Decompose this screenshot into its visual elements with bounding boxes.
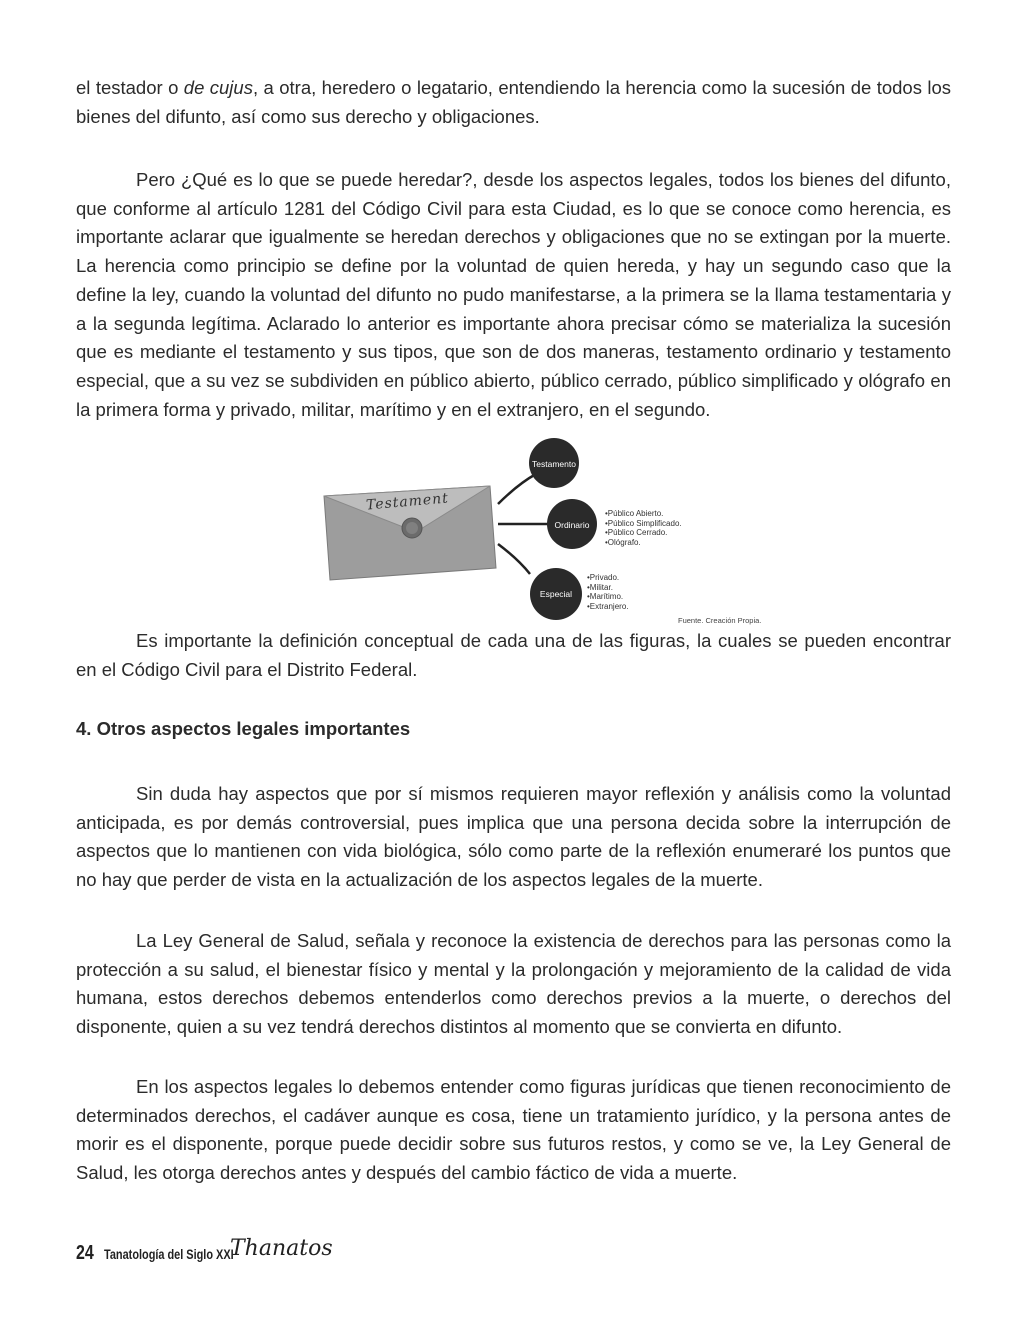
especial-list — [587, 573, 628, 611]
testament-diagram — [318, 434, 798, 630]
section-heading: 4. Otros aspectos legales importantes — [76, 718, 411, 739]
connector-testamento — [498, 474, 536, 504]
journal-logo: Thanatos — [230, 1236, 333, 1261]
node-ordinario-label: Ordinario — [554, 520, 590, 530]
paragraph-2-text: Pero ¿Qué es lo que se puede heredar?, desde los aspectos legales, todos los bienes del difunto, que conforme al artículo 1281 del Código Civil para esta Ciudad, es lo que se conoce como herencia, es importante aclarar que igualmente se heredan derechos y obligaciones que no se extingan por la muerte. La herencia como principio se define por la voluntad de quien hereda, y hay un segundo caso que la define la ley, cuando la voluntad del difunto no pudo manifestarse, a la primera se la llama testamentaria y a la segunda legítima. Aclarado lo anterior es importante ahora precisar cómo se materializa la sucesión que es mediante el testamento y sus tipos, que son de dos maneras, testamento ordinario y testamento especial, que a su vez se subdividen en público abierto, público cerrado, público simplificado y ológrafo en la primera forma y privado, militar, marítimo y en el extranjero, en el segundo. — [76, 169, 951, 420]
paragraph-1-start: el testador o — [76, 77, 184, 98]
paragraph-3-text: Es importante la definición conceptual de cada una de las figuras, la cuales se pueden encontrar en el Código Civil para el Distrito Federal. — [76, 630, 951, 680]
paragraph-5 — [76, 927, 951, 1042]
paragraph-3 — [76, 627, 951, 684]
list-item: •Público Simplificado. — [605, 518, 682, 528]
paragraph-4 — [76, 780, 951, 895]
paragraph-6 — [76, 1073, 951, 1188]
node-testamento-label: Testamento — [532, 459, 576, 469]
paragraph-1 — [76, 74, 951, 131]
list-item: •Público Cerrado. — [605, 528, 668, 538]
connector-especial — [498, 544, 530, 574]
paragraph-1-italic: de cujus — [183, 77, 253, 98]
list-item: •Ológrafo. — [605, 537, 641, 547]
list-item: •Público Abierto. — [605, 509, 664, 518]
paragraph-5-text: La Ley General de Salud, señala y reconoce la existencia de derechos para las personas como la protección a su salud, el bienestar físico y mental y la prolongación y mejoramiento de la calidad de vida humana, estos derechos debemos entenderlos como derechos previos a la muerte, o derechos del disponente, quien a su vez tendrá derechos distintos al momento que se convierta en difunto. — [76, 930, 951, 1038]
node-especial-label: Especial — [539, 589, 573, 599]
list-item: •Privado. — [587, 573, 620, 582]
figure-source: Fuente. Creación Propia. — [678, 616, 762, 625]
paragraph-1-end: , a otra, heredero o legatario, entendiendo la herencia como la sucesión de todos los bienes del difunto, así como sus derecho y obligaciones. — [76, 77, 952, 127]
paragraph-4-text: Sin duda hay aspectos que por sí mismos requieren mayor reflexión y análisis como la voluntad anticipada, es por demás controversial, pues implica que una persona decida sobre la interrupción de aspectos que lo mantienen con vida biológica, sólo como parte de la reflexión enumeraré los puntos que no hay que perder de vista en la actualización de los aspectos legales de la muerte. — [76, 783, 951, 891]
list-item: •Militar. — [587, 582, 613, 592]
list-item: •Extranjero. — [587, 601, 629, 611]
list-item: •Marítimo. — [587, 592, 624, 602]
paragraph-6-text: En los aspectos legales lo debemos entender como figuras jurídicas que tienen reconocimiento de determinados derechos, el cadáver aunque es cosa, tiene un tratamiento jurídico, y la persona antes de morir es el disponente, porque puede decidir sobre sus futuros restos, y como se ve, la Ley General de Salud, les otorga derechos antes y después del cambio fáctico de vida a muerte. — [76, 1076, 951, 1184]
journal-title: Tanatología del Siglo XXI — [104, 1246, 234, 1262]
paragraph-2 — [76, 166, 951, 424]
envelope-label: Testament — [365, 490, 450, 514]
ordinario-list — [605, 509, 682, 547]
page-number: 24 — [76, 1242, 94, 1264]
